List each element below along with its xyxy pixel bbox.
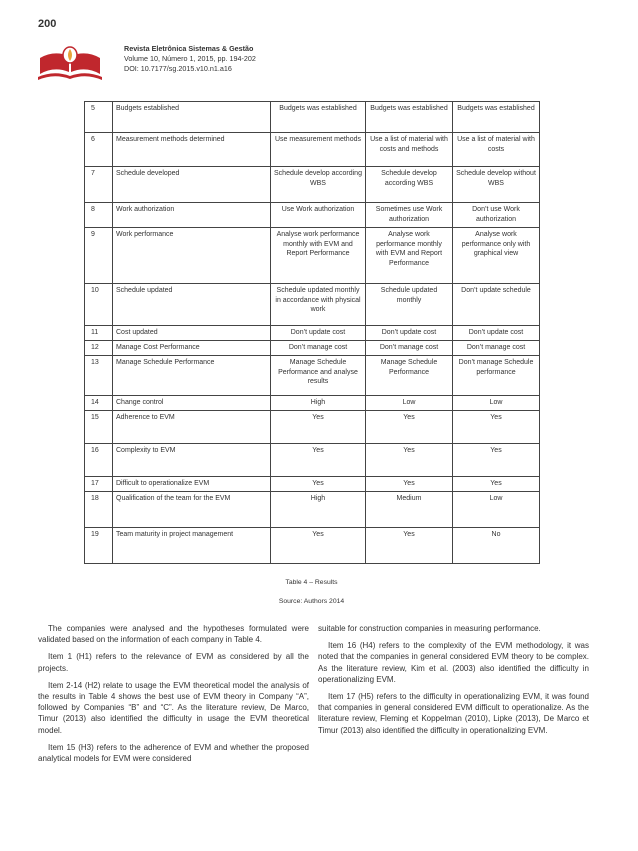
company-c-cell: Yes: [453, 477, 540, 492]
company-c-cell: Low: [453, 492, 540, 528]
table-row: [85, 477, 540, 492]
company-b-cell: Yes: [366, 528, 453, 564]
row-number-cell: 6: [85, 133, 113, 167]
row-number-cell: 11: [85, 326, 113, 341]
company-a-cell: Schedule updated monthly in accordance with physical work: [271, 284, 366, 326]
company-a-cell: Manage Schedule Performance and analyse results: [271, 356, 366, 396]
company-a-cell: High: [271, 492, 366, 528]
item-cell: Manage Cost Performance: [113, 341, 271, 356]
company-a-cell: Use measurement methods: [271, 133, 366, 167]
row-number-cell: 14: [85, 396, 113, 411]
body-paragraph: Item 15 (H3) refers to the adherence of EVM and whether the proposed analytical models for EVM were considered: [38, 742, 309, 764]
company-b-cell: Yes: [366, 444, 453, 477]
item-cell: Cost updated: [113, 326, 271, 341]
body-paragraph: Item 2-14 (H2) relate to usage the EVM theoretical model the analysis of the results in Table 4 shows the best use of EVM theory in Company “A”, followed by Companies “B” and “C”. As the literature review, De Marco, Timur (2013) also identified the difficulty in usage the EVM theoretical model.: [38, 680, 309, 735]
company-a-cell: Analyse work performance monthly with EVM and Report Performance: [271, 228, 366, 284]
item-cell: Measurement methods determined: [113, 133, 271, 167]
company-c-cell: Schedule develop without WBS: [453, 167, 540, 203]
page-number: 200: [38, 18, 57, 30]
company-c-cell: Don’t use Work authorization: [453, 203, 540, 228]
row-number-cell: 19: [85, 528, 113, 564]
item-cell: Work performance: [113, 228, 271, 284]
row-number-cell: 12: [85, 341, 113, 356]
journal-volume: Volume 10, Número 1, 2015, pp. 194-202: [124, 54, 256, 63]
table-row: [85, 444, 540, 477]
body-column-right: [318, 623, 589, 742]
company-c-cell: Don’t manage Schedule performance: [453, 356, 540, 396]
item-cell: Schedule developed: [113, 167, 271, 203]
body-paragraph: Item 16 (H4) refers to the complexity of the EVM methodology, it was noted that the companies in general considered EVM theory to be complex. As the literature review, Kim et al. (2003) also identified the difficulty in operationalizing EVM.: [318, 641, 589, 684]
open-book-logo-icon: [38, 44, 102, 84]
company-c-cell: Don’t update cost: [453, 326, 540, 341]
company-a-cell: Don’t update cost: [271, 326, 366, 341]
row-number-cell: 16: [85, 444, 113, 477]
company-b-cell: Don’t manage cost: [366, 341, 453, 356]
company-a-cell: Yes: [271, 444, 366, 477]
company-c-cell: Analyse work performance only with graphical view: [453, 228, 540, 284]
company-a-cell: High: [271, 396, 366, 411]
company-a-cell: Schedule develop according WBS: [271, 167, 366, 203]
company-b-cell: Yes: [366, 477, 453, 492]
company-a-cell: Don’t manage cost: [271, 341, 366, 356]
body-paragraph: Item 1 (H1) refers to the relevance of EVM as considered by all the projects.: [38, 652, 309, 673]
company-b-cell: Sometimes use Work authorization: [366, 203, 453, 228]
table-row: [85, 284, 540, 326]
table-row: [85, 356, 540, 396]
company-a-cell: Yes: [271, 411, 366, 444]
body-paragraph: The companies were analysed and the hypotheses formulated were validated based on the information of each company in Table 4.: [38, 624, 309, 645]
company-a-cell: Budgets was established: [271, 102, 366, 133]
table-row: [85, 341, 540, 356]
item-cell: Difficult to operationalize EVM: [113, 477, 271, 492]
company-b-cell: Schedule develop according WBS: [366, 167, 453, 203]
row-number-cell: 7: [85, 167, 113, 203]
journal-name: Revista Eletrônica Sistemas & Gestão: [124, 44, 254, 53]
item-cell: Qualification of the team for the EVM: [113, 492, 271, 528]
item-cell: Complexity to EVM: [113, 444, 271, 477]
row-number-cell: 10: [85, 284, 113, 326]
company-b-cell: Analyse work performance monthly with EVM and Report Performance: [366, 228, 453, 284]
item-cell: Adherence to EVM: [113, 411, 271, 444]
table-caption: Table 4 – Results: [285, 579, 338, 586]
company-b-cell: Schedule updated monthly: [366, 284, 453, 326]
table-row: [85, 411, 540, 444]
item-cell: Schedule updated: [113, 284, 271, 326]
item-cell: Team maturity in project management: [113, 528, 271, 564]
row-number-cell: 5: [85, 102, 113, 133]
body-paragraph: suitable for construction companies in measuring performance.: [318, 624, 541, 633]
table-row: [85, 102, 540, 133]
company-a-cell: Yes: [271, 477, 366, 492]
company-c-cell: No: [453, 528, 540, 564]
company-c-cell: Low: [453, 396, 540, 411]
row-number-cell: 9: [85, 228, 113, 284]
item-cell: Budgets established: [113, 102, 271, 133]
company-b-cell: Low: [366, 396, 453, 411]
company-a-cell: Yes: [271, 528, 366, 564]
company-c-cell: Don’t manage cost: [453, 341, 540, 356]
company-c-cell: Don’t update schedule: [453, 284, 540, 326]
results-table: [84, 101, 540, 564]
table-row: [85, 167, 540, 203]
table-source: Source: Authors 2014: [278, 598, 345, 605]
table-row: [85, 133, 540, 167]
company-c-cell: Yes: [453, 444, 540, 477]
body-paragraph: Item 17 (H5) refers to the difficulty in operationalizing EVM, it was found that companies in general considered EVM difficult to operationalize. As the literature review, Fleming et Koppelman (2010), Lipke (2013), De Marco et Timur (2013) also identified the difficulty in operationalizing EVM.: [318, 692, 589, 735]
row-number-cell: 13: [85, 356, 113, 396]
table-row: [85, 228, 540, 284]
row-number-cell: 17: [85, 477, 113, 492]
company-c-cell: Use a list of material with costs: [453, 133, 540, 167]
table-row: [85, 528, 540, 564]
table-row: [85, 492, 540, 528]
company-b-cell: Don’t update cost: [366, 326, 453, 341]
company-a-cell: Use Work authorization: [271, 203, 366, 228]
item-cell: Change control: [113, 396, 271, 411]
company-b-cell: Budgets was established: [366, 102, 453, 133]
journal-doi: DOI: 10.7177/sg.2015.v10.n1.a16: [124, 64, 232, 73]
company-b-cell: Medium: [366, 492, 453, 528]
company-b-cell: Use a list of material with costs and methods: [366, 133, 453, 167]
row-number-cell: 15: [85, 411, 113, 444]
company-c-cell: Budgets was established: [453, 102, 540, 133]
company-b-cell: Yes: [366, 411, 453, 444]
table-row: [85, 203, 540, 228]
table-row: [85, 396, 540, 411]
company-b-cell: Manage Schedule Performance: [366, 356, 453, 396]
table-row: [85, 326, 540, 341]
item-cell: Work authorization: [113, 203, 271, 228]
body-column-left: [38, 623, 309, 770]
journal-info: [124, 44, 256, 74]
row-number-cell: 18: [85, 492, 113, 528]
row-number-cell: 8: [85, 203, 113, 228]
company-c-cell: Yes: [453, 411, 540, 444]
item-cell: Manage Schedule Performance: [113, 356, 271, 396]
